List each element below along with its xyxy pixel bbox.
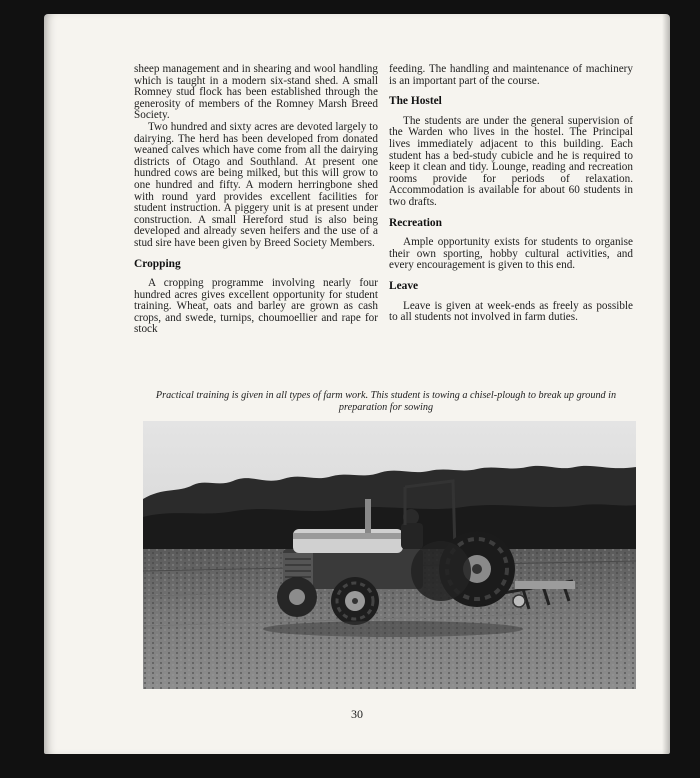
recreation-heading: Recreation (389, 216, 442, 229)
hostel-heading: The Hostel (389, 95, 442, 108)
dairy-paragraph: Two hundred and sixty acres are devoted largely to dairying. The herd has been developed from donated weaned calves which have come from all the dairying districts of Otago and Southland. At present one hundred cows are being milked, but this will grow to one hundred and fifty. A modern herringbone shed with round yard provides excellent facilities for student instruction. A piggery unit is at present under construction. A small Hereford stud is also being developed and already seven heifers and the use of a stud sire have been given by Breed Society Members. (134, 120, 378, 249)
photo-caption: Practical training is given in all types of farm work. This student is towing a chisel-plough to break up ground in preparation for sowing (155, 390, 617, 413)
left-text-column (134, 64, 378, 336)
hostel-paragraph: The students are under the general supervision of the Warden who lives in the hostel. The Principal lives immediately adjacent to this building. Each student has a bed-study cubicle and he is required to keep it clean and tidy. Lounge, reading and recreation rooms provide for periods of relaxation. Accommodation is available for about 60 students in two drafts. (389, 114, 633, 208)
tractor-photo (143, 421, 636, 689)
cropping-paragraph: A cropping programme involving nearly four hundred acres gives excellent opportunity for student training. Wheat, oats and barley are grown as cash crops, and swede, turnips, choumoellier and rape for stock (134, 277, 378, 336)
cropping-heading: Cropping (134, 257, 181, 270)
machinery-paragraph: feeding. The handling and maintenance of machinery is an important part of the course. (389, 63, 633, 87)
page-number: 30 (351, 707, 363, 721)
recreation-paragraph: Ample opportunity exists for students to organise their own sporting, hobby cultural activities, and every encouragement is given to this end. (389, 236, 633, 272)
page-edge-shadow (662, 14, 670, 754)
sheep-paragraph: sheep management and in shearing and wool handling which is taught in a modern six-stand shed. A small Romney stud flock has been established through the generosity of members of the Romney Marsh Breed Society. (134, 63, 378, 122)
leave-heading: Leave (389, 279, 419, 292)
leave-paragraph: Leave is given at week-ends as freely as possible to all students not involved in farm duties. (389, 299, 633, 324)
document-page (44, 14, 670, 754)
right-text-column (389, 64, 633, 324)
